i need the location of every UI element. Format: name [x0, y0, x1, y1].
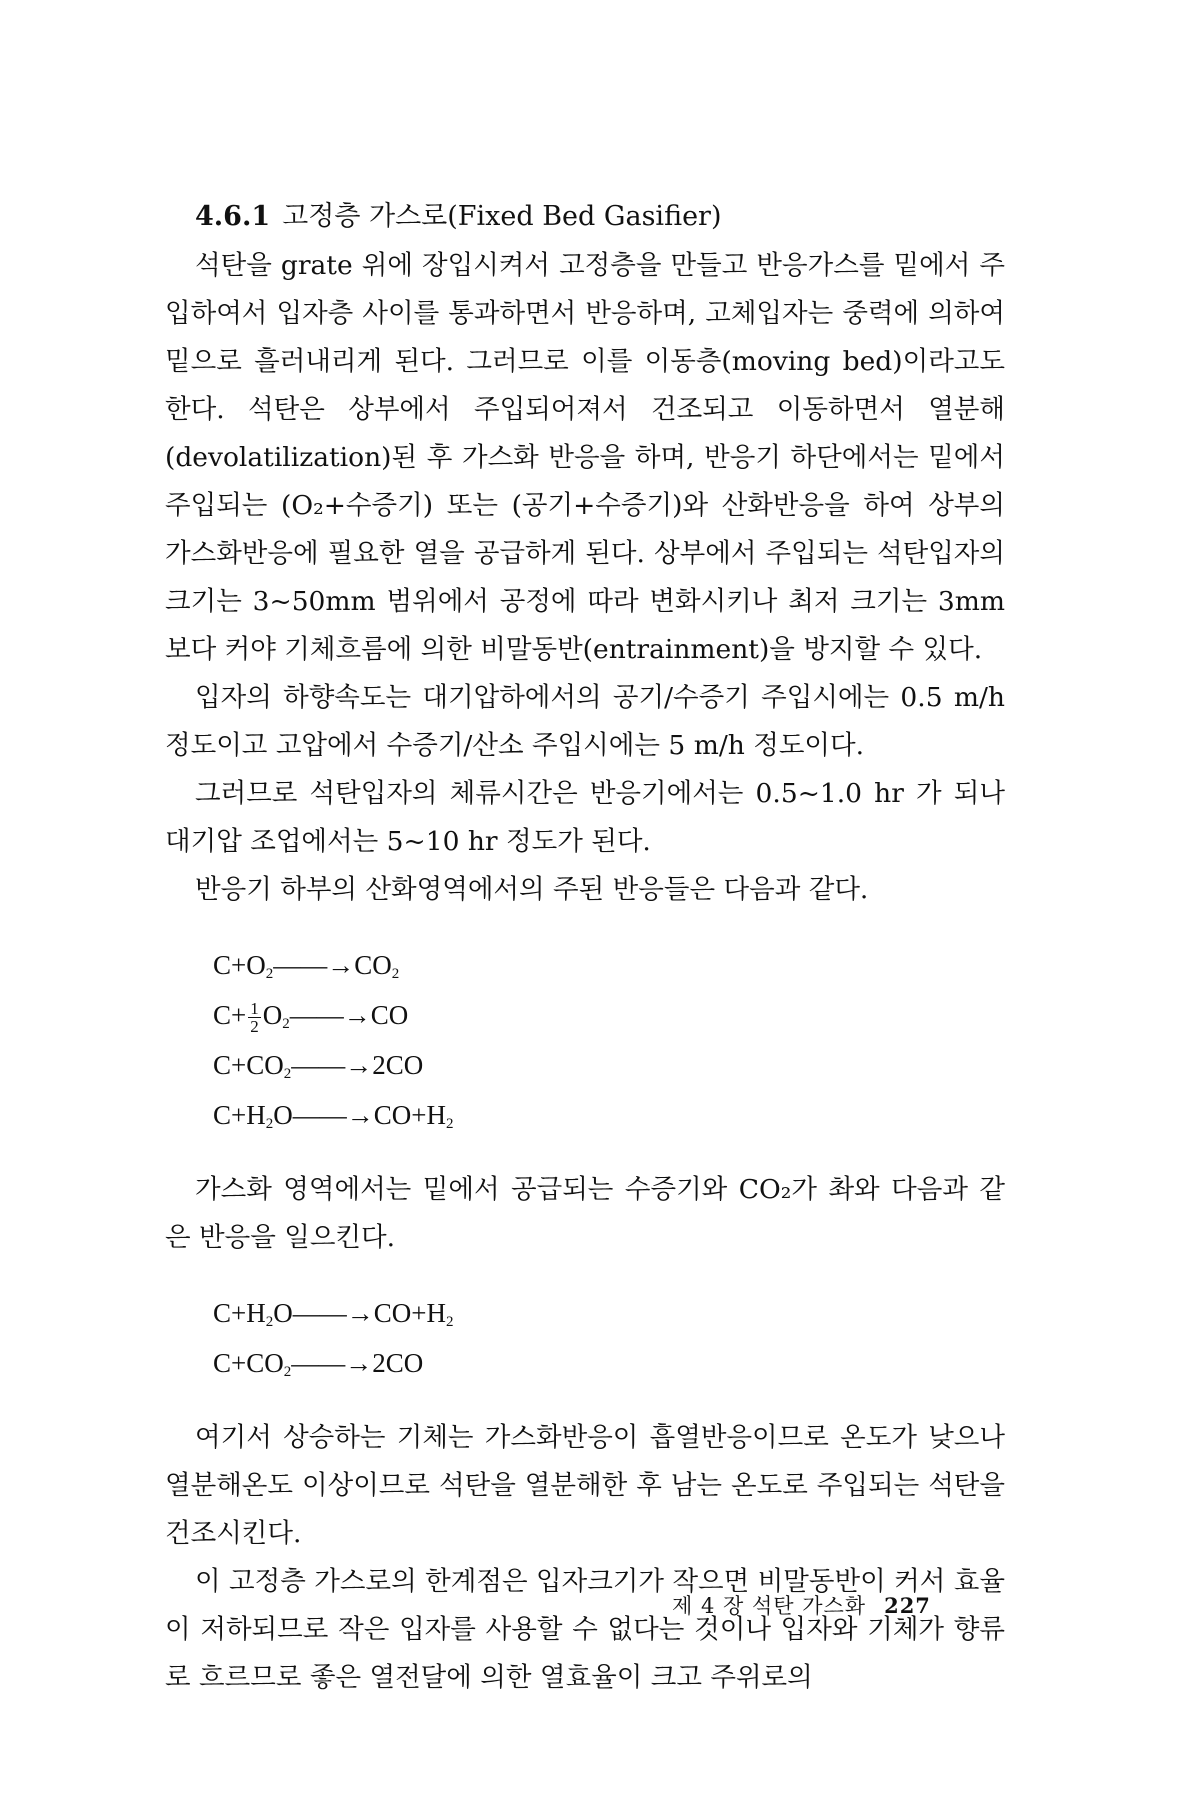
gasification-equations [213, 1288, 1005, 1388]
equation [213, 990, 1005, 1040]
eq-subscript: 2 [445, 1116, 454, 1133]
reaction-arrow: ——→ [291, 1348, 373, 1379]
fraction [248, 1000, 261, 1035]
page-number: 227 [884, 1593, 931, 1618]
reaction-arrow: ——→ [273, 950, 355, 981]
fraction-numerator: 1 [250, 999, 259, 1019]
paragraph-4: 반응기 하부의 산화영역에서의 주된 반응들은 다음과 같다. [195, 874, 869, 906]
eq-reactant: O [262, 1000, 283, 1031]
equation [213, 1040, 1005, 1090]
eq-subscript: 2 [283, 1066, 292, 1083]
chapter-title: 제 4 장 석탄 가스화 [672, 1594, 867, 1618]
equation [213, 1090, 1005, 1140]
reaction-arrow: ——→ [289, 1000, 371, 1031]
eq-product: CO+H [373, 1298, 446, 1329]
oxidation-equations [213, 940, 1005, 1140]
eq-reactant: O [273, 1100, 293, 1131]
paragraph-5: 가스화 영역에서는 밑에서 공급되는 수증기와 CO₂가 촤와 다음과 같은 반응을 일으킨다. [165, 1174, 1005, 1254]
eq-subscript: 2 [265, 966, 274, 983]
equation [213, 1288, 1005, 1338]
eq-subscript: 2 [265, 1314, 274, 1331]
section-title: 고정층 가스로(Fixed Bed Gasifier) [282, 201, 722, 232]
eq-subscript: 2 [445, 1314, 454, 1331]
page-footer [672, 1590, 931, 1620]
eq-product: 2CO [372, 1348, 424, 1379]
paragraph-7: 이 고정층 가스로의 한계점은 입자크기가 작으면 비말동반이 커서 효율이 저하되므로 작은 입자를 사용할 수 없다는 것이나 입자와 기체가 향류로 흐르므로 좋은 열전달에 의한 열효율이 크고 주위로의 [165, 1566, 1005, 1694]
eq-reactant: C+H [213, 1298, 266, 1329]
reaction-arrow: ——→ [292, 1298, 374, 1329]
paragraph-3: 그러므로 석탄입자의 체류시간은 반응기에서는 0.5~1.0 hr 가 되나 대기압 조업에서는 5~10 hr 정도가 된다. [165, 778, 1005, 858]
eq-product: 2CO [372, 1050, 424, 1081]
fraction-denominator: 2 [250, 1017, 259, 1037]
eq-product: CO [354, 950, 392, 981]
eq-reactant: C+CO [213, 1050, 284, 1081]
section-heading [195, 195, 1005, 238]
eq-subscript: 2 [265, 1116, 274, 1133]
eq-reactant: C+H [213, 1100, 266, 1131]
eq-reactant: C+CO [213, 1348, 284, 1379]
eq-subscript: 2 [283, 1364, 292, 1381]
eq-product: CO [370, 1000, 409, 1031]
paragraph-2: 입자의 하향속도는 대기압하에서의 공기/수증기 주입시에는 0.5 m/h 정도이고 고압에서 수증기/산소 주입시에는 5 m/h 정도이다. [165, 682, 1005, 762]
reaction-arrow: ——→ [291, 1050, 373, 1081]
paragraph-1: 석탄을 grate 위에 장입시켜서 고정층을 만들고 반응가스를 밑에서 주입하여서 입자층 사이를 통과하면서 반응하며, 고체입자는 중력에 의하여 밑으로 흘러내리게 된다. 그러므로 이를 이동층(moving bed)이라고도 한다. 석탄은 상부에서 주입되어져서 건조되고 이동하면서 열분해(devolatilization)된 후 가스화 반응을 하며, 반응기 하단에서는 밑에서 주입되는 (O₂+수증기) 또는 (공기+수증기)와 산화반응을 하여 상부의 가스화반응에 필요한 열을 공급하게 된다. 상부에서 주입되는 석탄입자의 크기는 3~50mm 범위에서 공정에 따라 변화시키나 최저 크기는 3mm보다 커야 기체흐름에 의한 비말동반(entrainment)을 방지할 수 있다. [165, 250, 1005, 666]
eq-reactant: C+ [213, 1000, 247, 1031]
reaction-arrow: ——→ [292, 1100, 374, 1131]
equation [213, 1338, 1005, 1388]
eq-reactant: O [273, 1298, 293, 1329]
eq-reactant: C+O [213, 950, 266, 981]
section-number: 4.6.1 [195, 201, 271, 232]
paragraph-6: 여기서 상승하는 기체는 가스화반응이 흡열반응이므로 온도가 낮으나 열분해온도 이상이므로 석탄을 열분해한 후 남는 온도로 주입되는 석탄을 건조시킨다. [165, 1422, 1005, 1550]
eq-product: CO+H [373, 1100, 446, 1131]
equation [213, 940, 1005, 990]
body-text [165, 195, 1005, 1702]
eq-subscript: 2 [391, 966, 400, 983]
eq-subscript: 2 [282, 1016, 290, 1033]
